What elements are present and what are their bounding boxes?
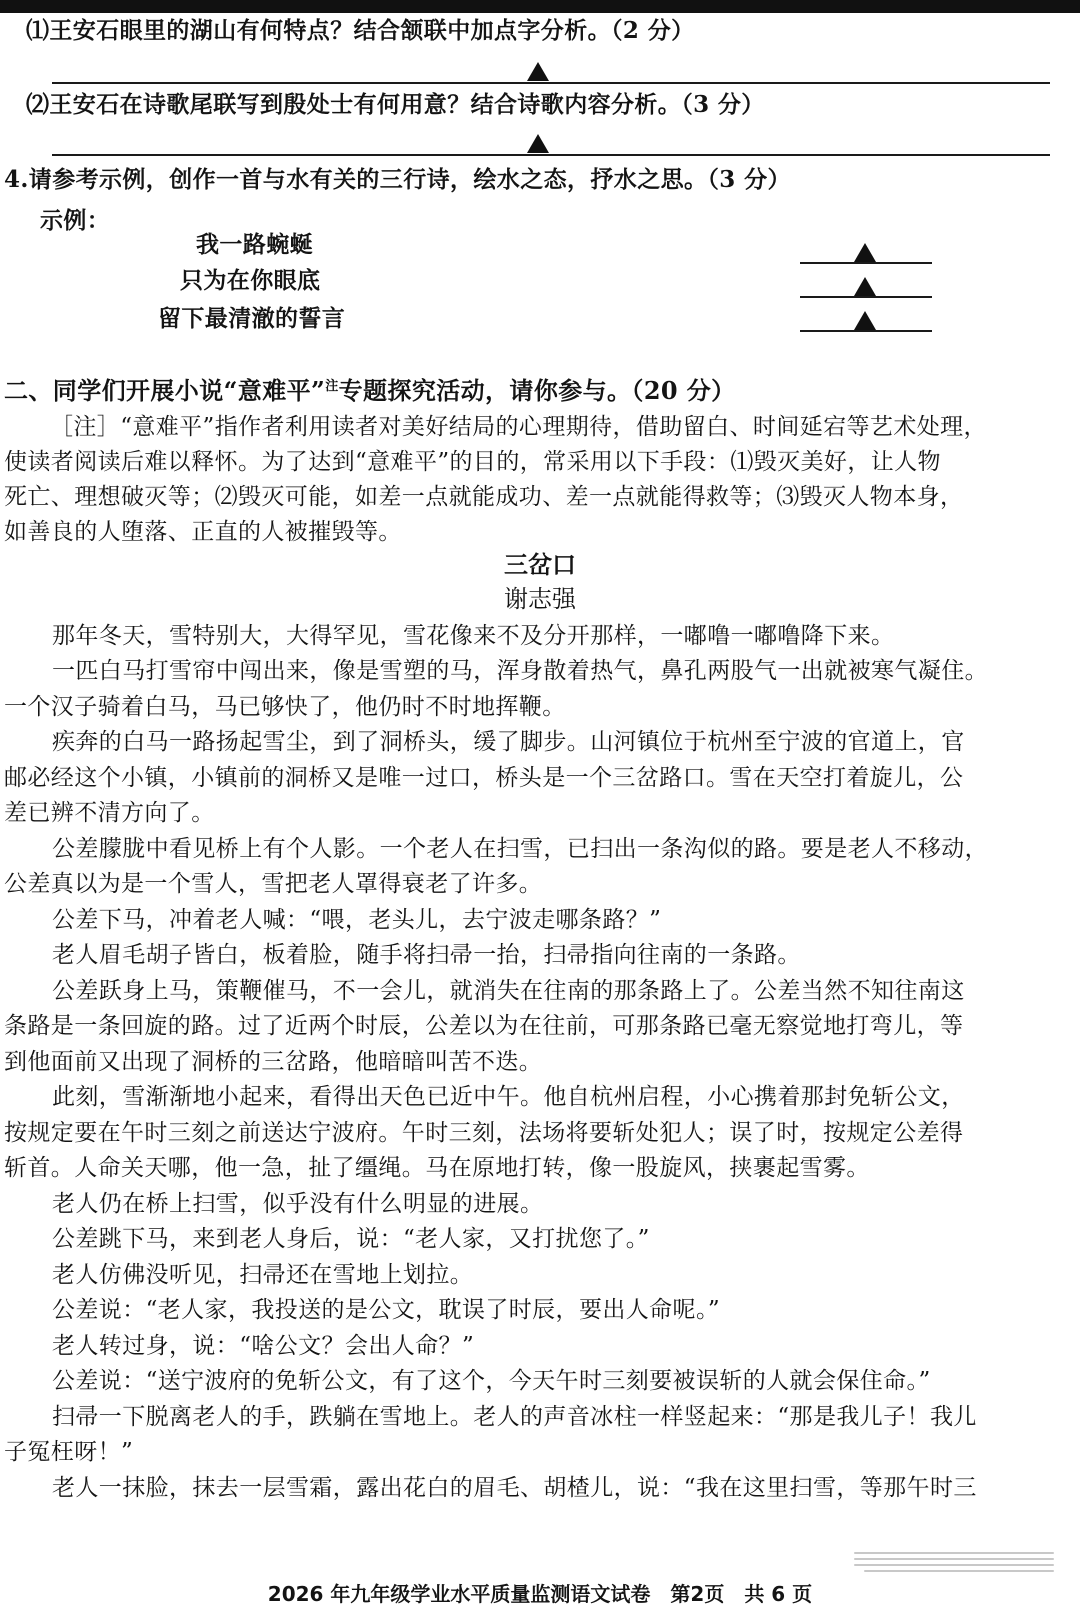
- example-line-3: 留下最清澈的誓言: [158, 305, 346, 332]
- note-line-2: 使读者阅读后难以释怀。为了达到“意难平”的目的，常采用以下手段：⑴毁灭美好，让人物: [4, 449, 941, 475]
- story-line: 到他面前又出现了洞桥的三岔路，他暗暗叫苦不迭。: [4, 1049, 543, 1075]
- note-mark: 注: [325, 379, 339, 394]
- watermark-bars-icon: [842, 1550, 1054, 1576]
- section-2-heading-text: 二、同学们开展小说“意难平”: [4, 376, 326, 405]
- question-4: 4.请参考示例，创作一首与水有关的三行诗，绘水之态，抒水之思。（3 分）: [4, 166, 791, 193]
- example-label: 示例：: [40, 207, 111, 234]
- story-line: 公差跳下马，来到老人身后，说：“老人家，又打扰您了。”: [52, 1226, 650, 1252]
- story-line: 公差说：“送宁波府的免斩公文，有了这个，今天午时三刻要被误斩的人就会保住命。”: [52, 1368, 931, 1394]
- example-line-1: 我一路蜿蜒: [196, 231, 313, 258]
- story-line: 一匹白马打雪帘中闯出来，像是雪塑的马，浑身散着热气，鼻孔两股气一出就被寒气凝住。: [52, 658, 988, 684]
- story-line: 邮必经这个小镇，小镇前的洞桥又是唯一过口，桥头是一个三岔路口。雪在天空打着旋儿，公: [4, 765, 964, 791]
- story-line: 老人一抹脸，抹去一层雪霜，露出花白的眉毛、胡楂儿，说：“我在这里扫雪，等那午时三: [52, 1475, 977, 1501]
- question-3-1: ⑴王安石眼里的湖山有何特点？结合颔联中加点字分析。（2 分）: [26, 17, 695, 44]
- page-footer: 2026 年九年级学业水平质量监测语文试卷 第2页 共 6 页: [267, 1582, 813, 1606]
- story-line: 公差真以为是一个雪人，雪把老人罩得衰老了许多。: [4, 871, 543, 897]
- note-line-1: ［注］“意难平”指作者利用读者对美好结局的心理期待，借助留白、时间延宕等艺术处理，: [50, 414, 987, 440]
- answer-triangle-icon: [527, 62, 549, 81]
- example-line-2: 只为在你眼底: [180, 267, 321, 294]
- story-line: 条路是一条回旋的路。过了近两个时辰，公差以为在往前，可那条路已毫无察觉地打弯儿，等: [4, 1013, 964, 1039]
- story-line: 那年冬天，雪特别大，大得罕见，雪花像来不及分开那样，一嘟噜一嘟噜降下来。: [52, 623, 895, 649]
- story-line: 老人转过身，说：“啥公文？会出人命？”: [52, 1333, 475, 1359]
- story-line: 公差下马，冲着老人喊：“喂，老头儿，去宁波走哪条路？”: [52, 907, 662, 933]
- section-2-heading-rest: 专题探究活动，请你参与。（20 分）: [338, 376, 736, 405]
- answer-line[interactable]: [52, 82, 1050, 84]
- story-line: 公差朦胧中看见桥上有个人影。一个老人在扫雪，已扫出一条沟似的路。要是老人不移动，: [52, 836, 988, 862]
- story-author: 谢志强: [504, 585, 576, 613]
- section-2-heading: [4, 372, 736, 406]
- question-3-2: ⑵王安石在诗歌尾联写到殷处士有何用意？结合诗歌内容分析。（3 分）: [26, 91, 765, 118]
- poem-answer-line[interactable]: [800, 330, 932, 332]
- poem-answer-line[interactable]: [800, 262, 932, 264]
- poem-answer-line[interactable]: [800, 296, 932, 298]
- answer-triangle-icon: [854, 311, 876, 330]
- story-line: 扫帚一下脱离老人的手，跌躺在雪地上。老人的声音冰柱一样竖起来：“那是我儿子！我儿: [52, 1404, 977, 1430]
- story-line: 斩首。人命关天哪，他一急，扯了缰绳。马在原地打转，像一股旋风，挟裹起雪雾。: [4, 1155, 870, 1181]
- story-line: 差已辨不清方向了。: [4, 800, 215, 826]
- story-line: 公差说：“老人家，我投送的是公文，耽误了时辰，要出人命呢。”: [52, 1297, 721, 1323]
- story-title: 三岔口: [504, 550, 576, 579]
- story-line: 公差跃身上马，策鞭催马，不一会儿，就消失在往南的那条路上了。公差当然不知往南这: [52, 978, 965, 1004]
- answer-triangle-icon: [854, 243, 876, 262]
- story-line: 一个汉子骑着白马，马已够快了，他仍时不时地挥鞭。: [4, 694, 566, 720]
- note-line-4: 如善良的人堕落、正直的人被摧毁等。: [4, 519, 402, 545]
- story-line: 老人眉毛胡子皆白，板着脸，随手将扫帚一抬，扫帚指向往南的一条路。: [52, 942, 801, 968]
- answer-triangle-icon: [854, 277, 876, 296]
- story-line: 子冤枉呀！”: [4, 1439, 134, 1465]
- story-line: 老人仿佛没听见，扫帚还在雪地上划拉。: [52, 1262, 474, 1288]
- note-line-3: 死亡、理想破灭等；⑵毁灭可能，如差一点就能成功、差一点就能得救等；⑶毁灭人物本身，: [4, 484, 964, 510]
- story-line: 疾奔的白马一路扬起雪尘，到了洞桥头，缓了脚步。山河镇位于杭州至宁波的官道上，官: [52, 729, 965, 755]
- story-line: 按规定要在午时三刻之前送达宁波府。午时三刻，法场将要斩处犯人；误了时，按规定公差得: [4, 1120, 964, 1146]
- top-scan-edge: [0, 0, 1080, 13]
- answer-triangle-icon: [527, 134, 549, 153]
- story-line: 此刻，雪渐渐地小起来，看得出天色已近中午。他自杭州启程，小心携着那封免斩公文，: [52, 1084, 965, 1110]
- story-line: 老人仍在桥上扫雪，似乎没有什么明显的进展。: [52, 1191, 544, 1217]
- answer-line[interactable]: [52, 154, 1050, 156]
